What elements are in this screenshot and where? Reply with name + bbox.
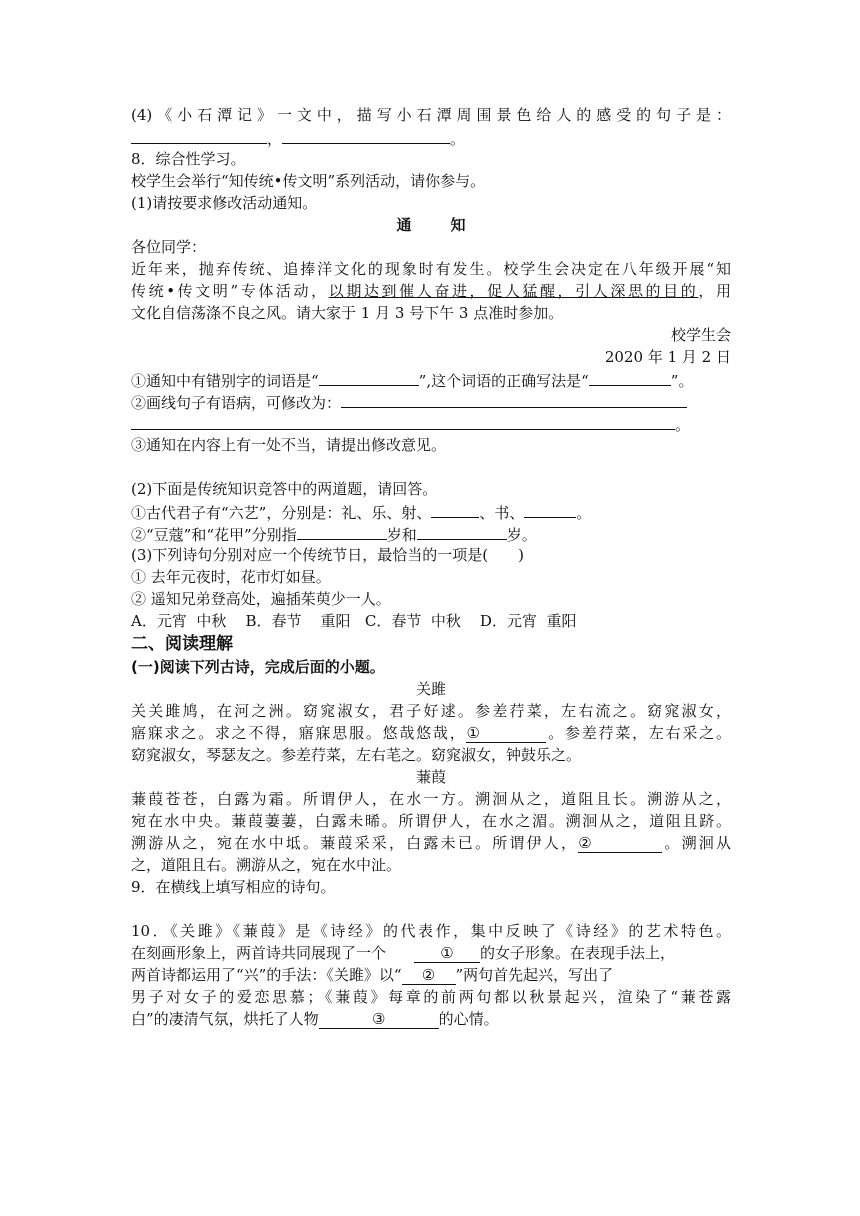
poem1-blank[interactable]: ① — [466, 724, 546, 743]
q8-sub1: (1)请按要求修改活动通知。 — [131, 194, 318, 212]
reading-subsection: (一)阅读下列古诗，完成后面的小题。 — [131, 658, 385, 676]
q8-sub2-q1: ①古代君子有“六艺”，分别是：礼、乐、射、 、书、 。 — [131, 500, 731, 522]
q8-item2: ②画线句子有语病，可修改为： — [131, 390, 731, 412]
q8-title: 8．综合性学习。 — [131, 150, 246, 168]
q4-prompt: (4)《小石潭记》一文中，描写小石潭周围景色给人的感受的句子是： — [131, 106, 731, 124]
poem2-line2: 宛在水中央。蒹葭萋萋，白露未晞。所谓伊人，在水之湄。溯洄从之，道阻且跻。 — [131, 812, 731, 830]
q10-line4: 男子对女子的爱恋思慕；《蒹葭》每章的前两句都以秋景起兴，渲染了“蒹苍露 — [131, 988, 731, 1006]
spacer — [131, 898, 731, 920]
document-page — [131, 104, 731, 1030]
item2-blank-2[interactable] — [131, 412, 675, 430]
q8-sub2-q2: ②“豆蔻”和“花甲”分别指 岁和 岁。 — [131, 522, 731, 544]
q8-item3: ③通知在内容上有一处不当，请提出修改意见。 — [131, 436, 447, 454]
poem2-title: 蒹葭 — [415, 768, 446, 786]
q4-answer-line: ， 。 — [131, 126, 731, 148]
q10-blank-3[interactable]: ③ — [319, 1010, 439, 1029]
notice-body-line1: 近年来，抛弃传统、追捧洋文化的现象时有发生。校学生会决定在八年级开展“知 — [131, 260, 731, 278]
q10-line5: 白”的凄清气氛，烘托了人物 ③ 的心情。 — [131, 1010, 499, 1028]
notice-body-line2: 传统•传文明”专体活动，以期达到催人奋进，促人猛醒，引人深思的目的，用 — [131, 282, 731, 300]
poem1-line1: 关关雎鸠，在河之洲。窈窕淑女，君子好逑。参差荇菜，左右流之。窈窕淑女， — [131, 702, 731, 720]
poem2-line1: 蒹葭苍苍，白露为霜。所谓伊人，在水一方。溯洄从之，道阻且长。溯游从之， — [131, 790, 731, 808]
q10-line3: 两首诗都运用了“兴”的手法：《关雎》以“ ② ”两句首先起兴，写出了 — [131, 966, 614, 984]
q8-item1: ①通知中有错别字的词语是“ ”,这个词语的正确写法是“ ”。 — [131, 368, 731, 390]
notice-greeting: 各位同学： — [131, 238, 207, 256]
q8-sub3-line2: ② 遥知兄弟登高处，遍插茱萸少一人。 — [131, 590, 391, 608]
notice-body-line3: 文化自信荡涤不良之风。请大家于 1 月 3 号下午 3 点准时参加。 — [131, 304, 564, 322]
q8-item2-continued: 。 — [131, 412, 731, 434]
poem1-line2: 寤寐求之。求之不得，寤寐思服。悠哉悠哉，① 。参差荇菜，左右采之。 — [131, 724, 731, 742]
notice-date: 2020 年 1 月 2 日 — [604, 348, 731, 366]
q4-blank-2[interactable] — [282, 126, 450, 144]
q10-line2: 在刻画形象上，两首诗共同展现了一个 ① 的女子形象。在表现手法上， — [131, 944, 676, 962]
poem2-line3: 溯游从之，宛在水中坻。蒹葭采采，白露未已。所谓伊人，② 。溯洄从 — [131, 834, 731, 852]
notice-underlined-sentence: 以期达到催人奋进，促人猛醒，引人深思的目的 — [328, 282, 699, 300]
section-reading-title: 二、阅读理解 — [131, 634, 233, 654]
spacer — [131, 456, 731, 478]
q4-blank-1[interactable] — [131, 126, 267, 144]
q10-line1: 10．《关雎》《蒹葭》是《诗经》的代表作，集中反映了《诗经》的艺术特色。 — [131, 922, 731, 940]
liuyi-blank-1[interactable] — [431, 500, 479, 518]
poem2-blank[interactable]: ② — [578, 834, 662, 853]
q8-sub3-options: A．元宵 中秋 B．春节 重阳 C．春节 中秋 D．元宵 重阳 — [131, 612, 577, 630]
doukou-age-blank[interactable] — [297, 522, 387, 540]
q9: 9．在横线上填写相应的诗句。 — [131, 878, 336, 896]
item2-blank-1[interactable] — [341, 390, 687, 408]
q10-blank-1[interactable]: ① — [414, 944, 480, 963]
q8-intro: 校学生会举行“知传统•传文明”系列活动，请你参与。 — [131, 172, 486, 190]
notice-signer: 校学生会 — [670, 326, 731, 344]
poem1-line3: 窈窕淑女，琴瑟友之。参差荇菜，左右芼之。窈窕淑女，钟鼓乐之。 — [131, 746, 582, 764]
notice-heading: 通 知 — [396, 216, 478, 234]
poem2-line4: 之，道阻且右。溯游从之，宛在水中沚。 — [131, 856, 402, 874]
poem1-title: 关雎 — [415, 680, 446, 698]
item1-blank-wrong[interactable] — [319, 368, 419, 386]
q10-blank-2[interactable]: ② — [402, 966, 456, 985]
item1-blank-correct[interactable] — [589, 368, 671, 386]
q8-sub2: (2)下面是传统知识竞答中的两道题，请回答。 — [131, 480, 438, 498]
liuyi-blank-2[interactable] — [524, 500, 576, 518]
q8-sub3-line1: ① 去年元夜时，花市灯如昼。 — [131, 568, 331, 586]
q8-sub3: (3)下列诗句分别对应一个传统节日，最恰当的一项是( ) — [131, 546, 524, 564]
huajia-age-blank[interactable] — [417, 522, 507, 540]
